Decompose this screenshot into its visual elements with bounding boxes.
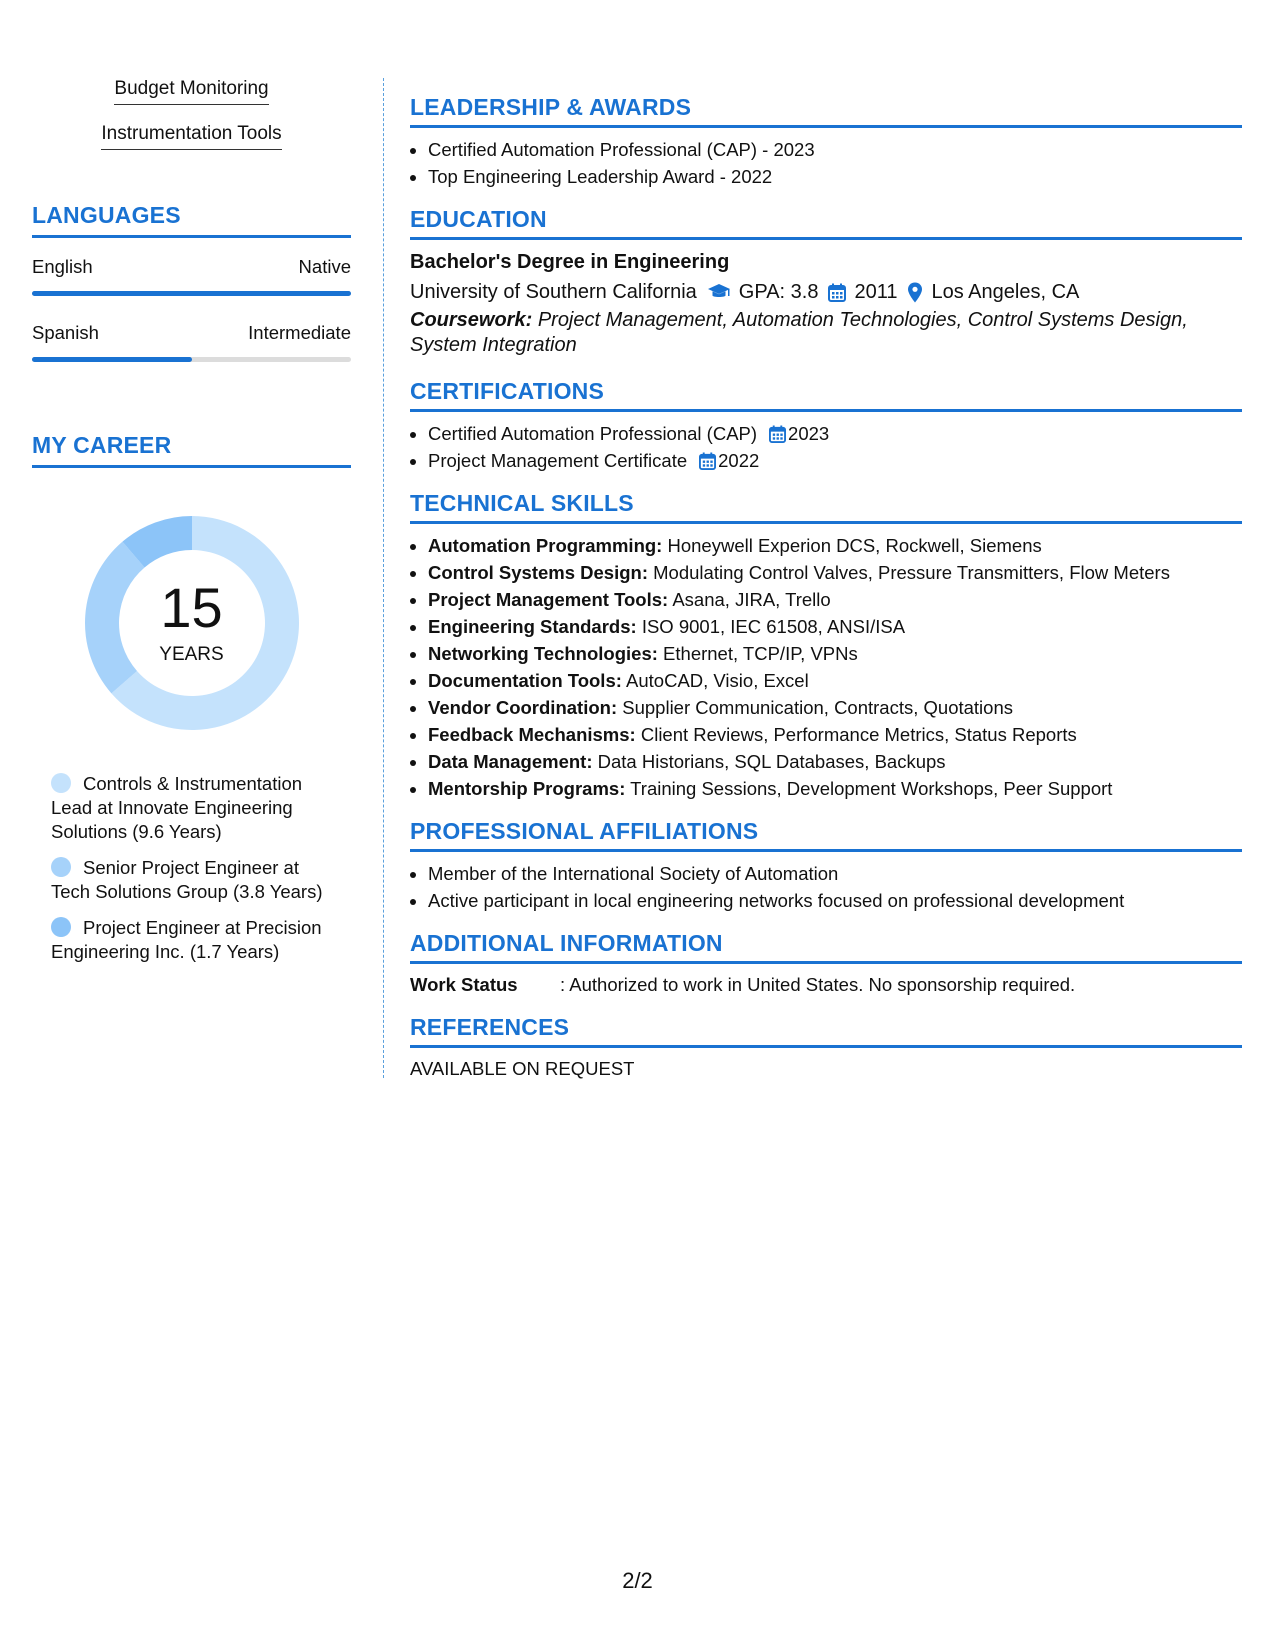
language-item xyxy=(32,322,351,362)
skill-label: Networking Technologies: xyxy=(428,643,658,664)
calendar-icon xyxy=(828,283,846,302)
skill-value: Supplier Communication, Contracts, Quotations xyxy=(622,697,1013,718)
column-divider xyxy=(383,78,384,1078)
career-dot-icon xyxy=(51,857,71,877)
skill-label: Documentation Tools: xyxy=(428,670,622,691)
skill-value: Client Reviews, Performance Metrics, Status Reports xyxy=(640,724,1077,745)
skill-label: Project Management Tools: xyxy=(428,589,669,610)
skill-value: Training Sessions, Development Workshops, Peer Support xyxy=(630,778,1113,799)
skill-row xyxy=(428,532,1242,559)
career-years-number: 15 xyxy=(160,576,223,639)
page-number: 2/2 xyxy=(622,1568,653,1593)
skill-row xyxy=(428,748,1242,775)
education-gpa: GPA: 3.8 xyxy=(738,281,819,303)
career-item xyxy=(32,856,351,904)
skill-item xyxy=(32,78,351,123)
certifications-list xyxy=(410,420,1242,474)
skill-item xyxy=(32,123,351,168)
skill-row xyxy=(428,613,1242,640)
language-level: Native xyxy=(298,256,351,277)
education-title: EDUCATION xyxy=(410,206,1242,240)
certification-year: 2023 xyxy=(788,423,830,444)
skill-row xyxy=(428,694,1242,721)
career-text: Project Engineer at Precision Engineering Inc. (1.7 Years) xyxy=(51,917,322,962)
work-status-value: : Authorized to work in United States. No sponsorship required. xyxy=(560,974,1076,995)
career-title: MY CAREER xyxy=(32,432,351,468)
skill-label: Data Management: xyxy=(428,751,593,772)
certification-name: • Certified Automation Professional (CAP) xyxy=(428,423,758,444)
skill-value: Data Historians, SQL Databases, Backups xyxy=(597,751,946,772)
leadership-item: • Top Engineering Leadership Award - 2022 xyxy=(428,163,1242,190)
leadership-title: LEADERSHIP & AWARDS xyxy=(410,94,1242,128)
education-coursework xyxy=(410,308,1242,358)
skill-label: Engineering Standards: xyxy=(428,616,637,637)
language-level: Intermediate xyxy=(248,322,351,343)
education-degree: Bachelor's Degree in Engineering xyxy=(410,251,730,273)
skill-value: AutoCAD, Visio, Excel xyxy=(626,670,809,691)
language-item xyxy=(32,256,351,296)
technical-skills-list xyxy=(410,532,1242,802)
skill-value: ISO 9001, IEC 61508, ANSI/ISA xyxy=(641,616,906,637)
calendar-icon xyxy=(699,452,716,470)
language-bar xyxy=(32,291,351,296)
skill-value: Modulating Control Valves, Pressure Transmitters, Flow Meters xyxy=(653,562,1170,583)
coursework-label: Coursework: xyxy=(410,309,533,331)
certifications-title: CERTIFICATIONS xyxy=(410,378,1242,412)
education-year: 2011 xyxy=(854,281,898,303)
career-dot-icon xyxy=(51,917,71,937)
education-location: Los Angeles, CA xyxy=(931,281,1080,303)
language-name: Spanish xyxy=(32,322,99,343)
career-years-unit: YEARS xyxy=(159,644,224,665)
skill-label: Control Systems Design: xyxy=(428,562,648,583)
references-text: AVAILABLE ON REQUEST xyxy=(410,1058,635,1079)
work-status-row xyxy=(410,972,1242,998)
language-bar-fill xyxy=(32,357,192,362)
leadership-item: • Certified Automation Professional (CAP) - 2023 xyxy=(428,136,1242,163)
skill-row xyxy=(428,559,1242,586)
languages-title: LANGUAGES xyxy=(32,202,351,238)
calendar-icon xyxy=(769,425,786,443)
education-school: University of Southern California xyxy=(410,281,697,303)
skill-row xyxy=(428,640,1242,667)
certification-item xyxy=(428,447,1242,474)
additional-info-title: ADDITIONAL INFORMATION xyxy=(410,930,1242,964)
skill-value: Ethernet, TCP/IP, VPNs xyxy=(663,643,858,664)
career-item xyxy=(32,772,351,844)
career-text: Senior Project Engineer at Tech Solutions Group (3.8 Years) xyxy=(51,857,323,902)
right-column xyxy=(410,94,1242,1082)
technical-skills-title: TECHNICAL SKILLS xyxy=(410,490,1242,524)
skill-label: Instrumentation Tools xyxy=(101,123,281,150)
career-donut-chart xyxy=(77,508,307,738)
location-pin-icon xyxy=(907,282,923,303)
certification-year: 2022 xyxy=(718,450,760,471)
certification-name: • Project Management Certificate xyxy=(428,450,688,471)
career-text: Controls & Instrumentation Lead at Innovate Engineering Solutions (9.6 Years) xyxy=(51,773,303,842)
skill-value: Honeywell Experion DCS, Rockwell, Siemens xyxy=(667,535,1042,556)
career-item xyxy=(32,916,351,964)
skill-label: Budget Monitoring xyxy=(114,78,268,105)
language-bar xyxy=(32,357,351,362)
skill-row xyxy=(428,667,1242,694)
skill-label: Automation Programming: xyxy=(428,535,663,556)
affiliations-title: PROFESSIONAL AFFILIATIONS xyxy=(410,818,1242,852)
leadership-list xyxy=(410,136,1242,190)
donut-center xyxy=(77,508,307,738)
education-details xyxy=(410,276,1242,308)
skill-label: Feedback Mechanisms: xyxy=(428,724,636,745)
skill-row xyxy=(428,586,1242,613)
work-status-label: Work Status xyxy=(410,974,518,995)
graduation-cap-icon xyxy=(707,283,731,301)
certification-item xyxy=(428,420,1242,447)
language-name: English xyxy=(32,256,93,277)
career-dot-icon xyxy=(51,773,71,793)
skill-label: Vendor Coordination: xyxy=(428,697,618,718)
coursework-value: Project Management, Automation Technologies, Control Systems Design, System Integration xyxy=(410,309,1188,356)
affiliations-list xyxy=(410,860,1242,914)
affiliation-item: • Active participant in local engineering networks focused on professional development xyxy=(428,887,1242,914)
skill-row xyxy=(428,775,1242,802)
skill-value: Asana, JIRA, Trello xyxy=(672,589,831,610)
references-title: REFERENCES xyxy=(410,1014,1242,1048)
affiliation-item: • Member of the International Society of Automation xyxy=(428,860,1242,887)
skill-label: Mentorship Programs: xyxy=(428,778,626,799)
skill-row xyxy=(428,721,1242,748)
language-bar-fill xyxy=(32,291,351,296)
left-column xyxy=(32,78,351,976)
